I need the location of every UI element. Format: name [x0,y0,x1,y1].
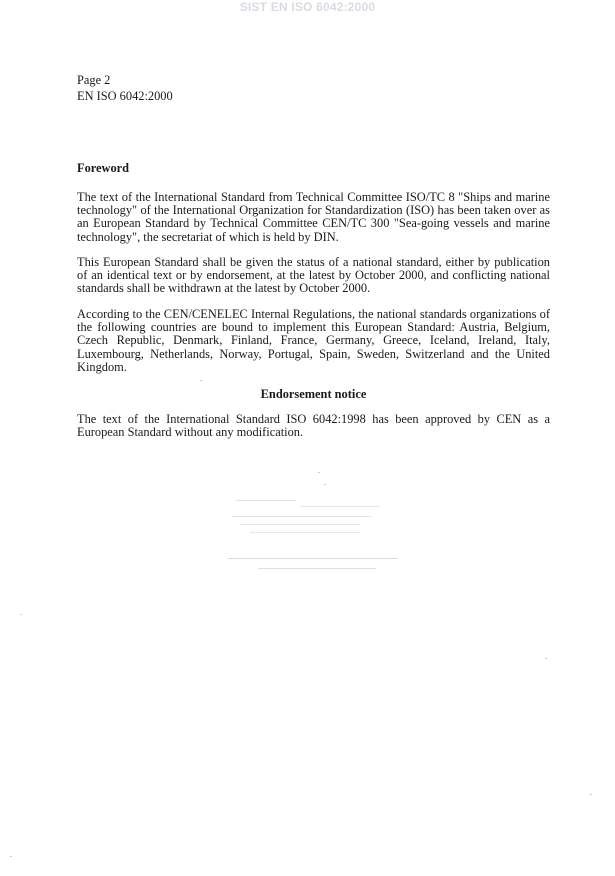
watermark: SIST EN ISO 6042:2000 [239,0,376,14]
foreword-paragraph-3: According to the CEN/CENELEC Internal Regulations, the national standards organizations of the following countries are bound to implement this European Standard: Austria, Belgium, Czech Republic, Denmark, Finland, France, Germany, Greece, Iceland, Ireland, Italy, Luxembourg, Netherlands, Norway, Portugal, Spain, Sweden, Switzerland and the United Kingdom. [77,307,550,374]
foreword-heading: Foreword [77,161,130,175]
scan-dot [545,658,547,659]
page-header [77,72,173,104]
page-number: Page 2 [77,73,111,87]
foreword-paragraph-1: The text of the International Standard from Technical Committee ISO/TC 8 "Ships and marine technology" of the International Organization for Standardization (ISO) has been taken over as an European Standard by Technical Committee CEN/TC 300 "Sea-going vessels and marine technology", the secretariat of which is held by DIN. [77,190,550,244]
scan-dot [200,380,202,381]
scan-smudge-line [250,532,360,533]
scan-dot [590,794,592,795]
scan-smudge-line [232,516,372,517]
scan-dot [20,614,22,615]
endorsement-paragraph: The text of the International Standard ISO 6042:1998 has been approved by CEN as a European Standard without any modification. [77,412,550,440]
scan-smudge-line [258,568,376,569]
endorsement-heading: Endorsement notice [260,387,367,401]
scan-smudge-line [228,558,398,559]
scan-smudge-line [236,500,296,501]
foreword-paragraph-2: This European Standard shall be given the status of a national standard, either by publication of an identical text or by endorsement, at the latest by October 2000, and conflicting national standards shall be withdrawn at the latest by October 2000. [77,255,550,296]
scan-smudge-line [240,524,360,525]
scan-dot [10,856,12,857]
scan-smudge-line [300,506,380,507]
scan-dot [318,472,320,473]
scan-dot [324,484,326,485]
document-id: EN ISO 6042:2000 [77,89,173,103]
